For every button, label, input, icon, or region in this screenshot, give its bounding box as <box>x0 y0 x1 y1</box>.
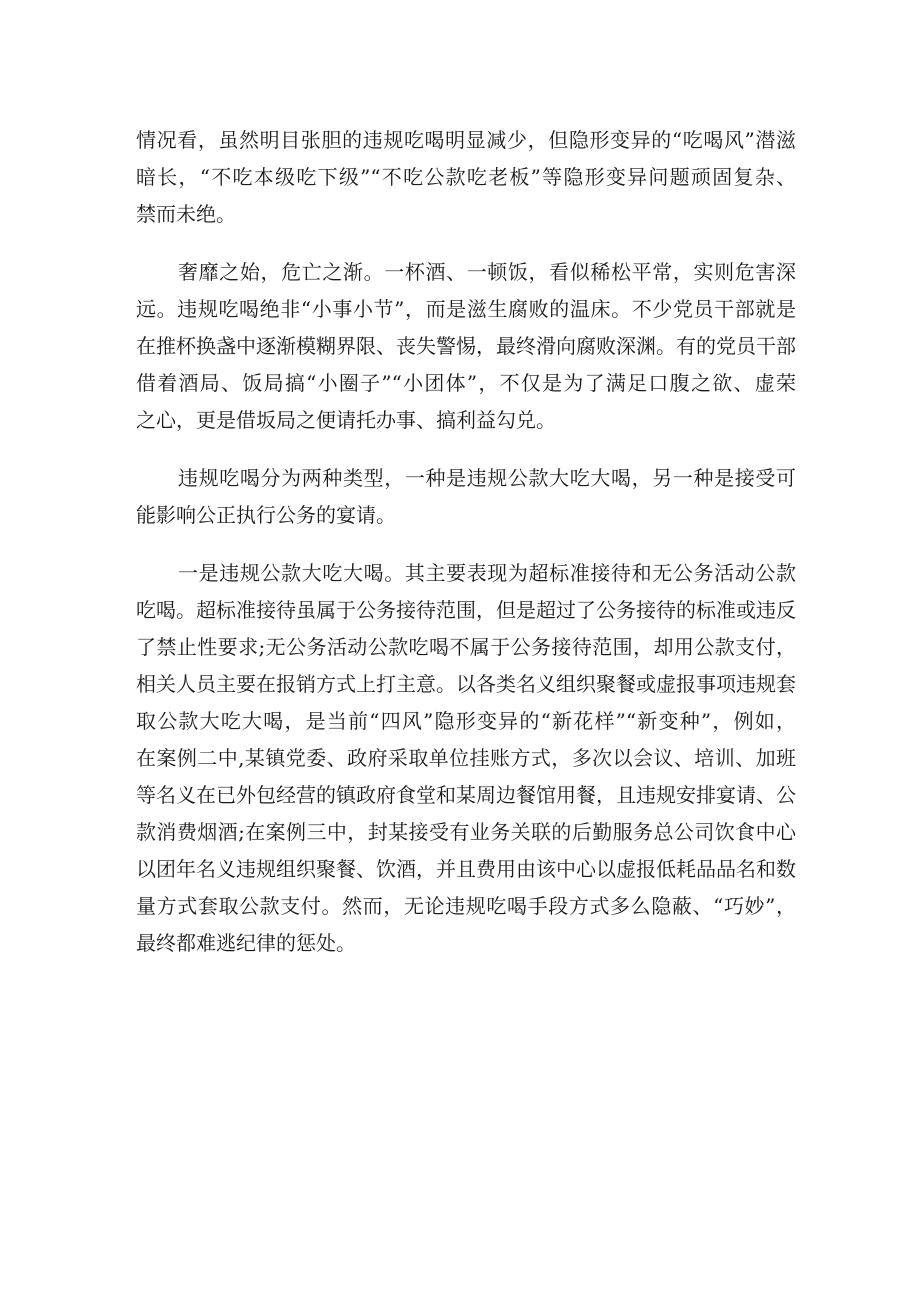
text-line: 暗长，“不吃本级吃下级”“不吃公款吃老板”等隐形变异问题顽固复杂、 <box>136 165 796 189</box>
document-page <box>136 122 796 962</box>
text-line: 等名义在已外包经营的镇政府食堂和某周边餐馆用餐，且违规安排宴请、公 <box>136 783 796 807</box>
text-line: 能影响公正执行公务的宴请。 <box>136 503 396 527</box>
text-line: 之心，更是借坂局之便请托办事、搞利益勾兑。 <box>136 408 556 432</box>
text-line: 在案例二中,某镇党委、政府采取单位挂账方式，多次以会议、培训、加班 <box>136 746 796 770</box>
text-line: 以团年名义违规组织聚餐、饮酒，并且费用由该中心以虚报低耗品品名和数 <box>136 857 796 881</box>
text-line: 在推杯换盏中逐渐模糊界限、丧失警惕，最终滑向腐败深渊。有的党员干部 <box>136 334 796 358</box>
text-line: 取公款大吃大喝，是当前“四风”隐形变异的“新花样”“新变种”，例如， <box>136 709 796 733</box>
text-line: 相关人员主要在报销方式上打主意。以各类名义组织聚餐或虚报事项违规套 <box>136 672 796 696</box>
text-line: 吃喝。超标准接待虽属于公务接待范围，但是超过了公务接待的标准或违反 <box>136 598 796 622</box>
paragraph-2 <box>136 254 796 439</box>
text-line: 量方式套取公款支付。然而，无论违规吃喝手段方式多么隐蔽、“巧妙”， <box>136 894 796 918</box>
text-line: 情况看，虽然明目张胆的违规吃喝明显减少，但隐形变异的“吃喝风”潜滋 <box>136 128 796 152</box>
text-line: 款消费烟酒;在案例三中，封某接受有业务关联的后勤服务总公司饮食中心 <box>136 820 796 844</box>
paragraph-4 <box>136 555 796 962</box>
paragraph-1 <box>136 122 796 233</box>
text-line: 禁而未绝。 <box>136 202 236 226</box>
text-line: 最终都难逃纪律的惩处。 <box>136 931 356 955</box>
text-line: 违规吃喝分为两种类型，一种是违规公款大吃大喝，另一种是接受可 <box>178 466 796 490</box>
text-line: 一是违规公款大吃大喝。其主要表现为超标准接待和无公务活动公款 <box>178 561 796 585</box>
paragraph-3 <box>136 460 796 534</box>
text-line: 远。违规吃喝绝非“小事小节”，而是滋生腐败的温床。不少党员干部就是 <box>136 297 796 321</box>
text-line: 了禁止性要求;无公务活动公款吃喝不属于公务接待范围，却用公款支付， <box>136 635 796 659</box>
text-line: 奢靡之始，危亡之渐。一杯酒、一顿饭，看似稀松平常，实则危害深 <box>178 260 796 284</box>
text-line: 借着酒局、饭局搞“小圈子”“小团体”，不仅是为了满足口腹之欲、虚荣 <box>136 371 796 395</box>
